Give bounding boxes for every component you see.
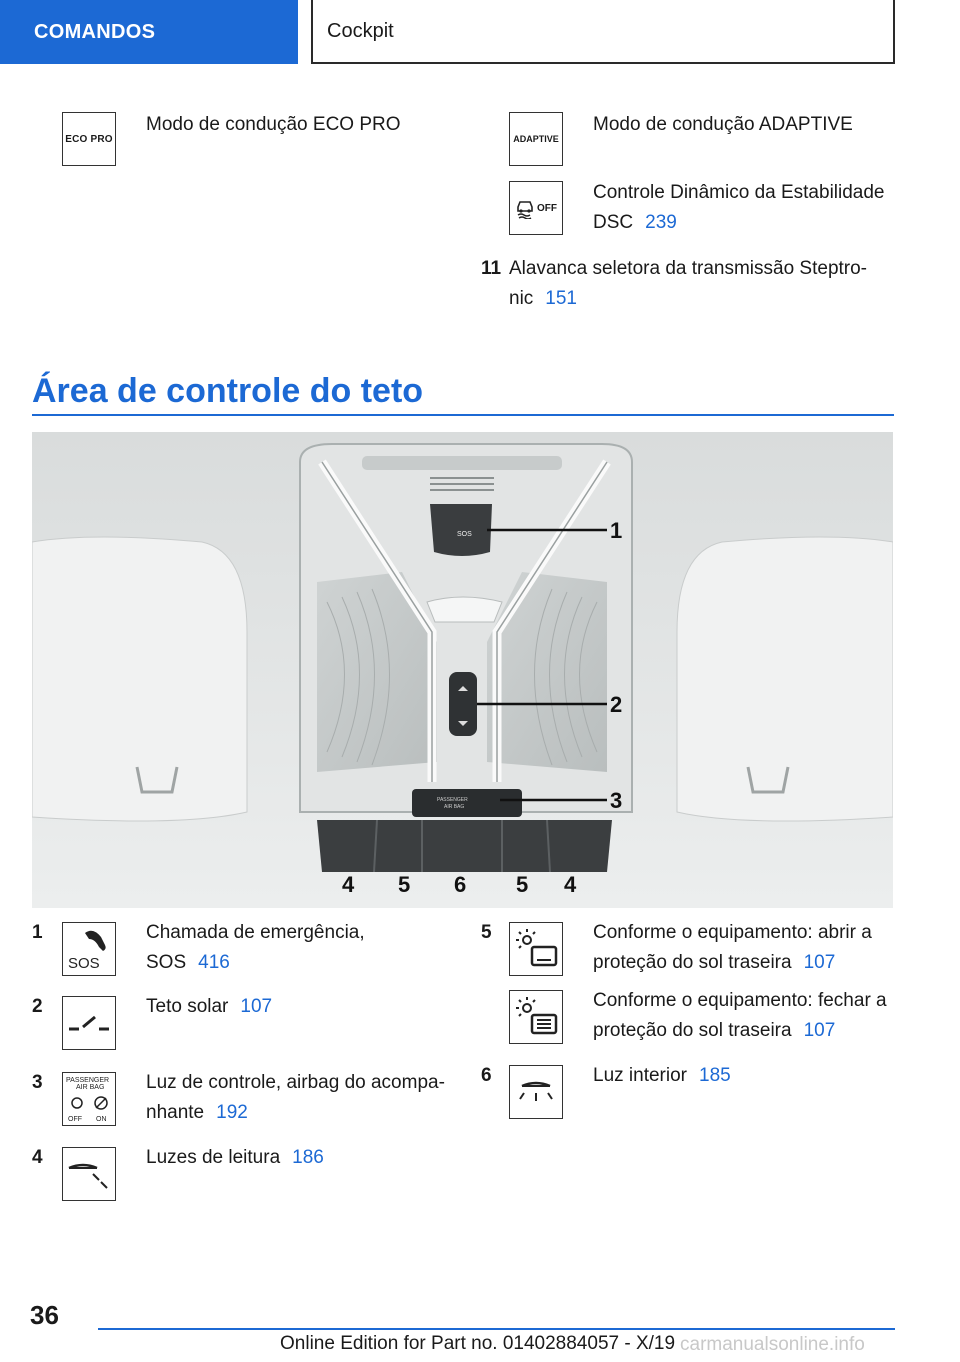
callout-2: 2 [610,692,623,717]
item-3-text: Luz de controle, airbag do acompa- nhante 192 [146,1072,445,1123]
page-number: 36 [30,1300,59,1330]
chapter-tab: COMANDOS [0,0,298,64]
item-number: 3 [32,1072,43,1093]
svg-text:PASSENGER: PASSENGER [66,1077,110,1084]
svg-text:SOS: SOS [68,955,100,972]
sunshade-close-icon [509,990,563,1044]
svg-text:AIR BAG: AIR BAG [444,804,465,810]
item-number: 1 [32,922,43,943]
footer-edition: Online Edition for Part no. 01402884057 - X/19 [280,1333,676,1354]
callout-5: 5 [398,872,411,897]
page-ref-link[interactable]: 107 [240,996,273,1017]
interior-light-icon [509,1065,563,1119]
page-ref-link[interactable]: 192 [216,1102,248,1123]
eco-pro-text: Modo de condução ECO PRO [146,114,401,135]
item-11-text: Alavanca seletora da transmissão Steptro- nic 151 [509,258,868,309]
sunshade-open-icon [509,922,563,976]
callout-4b: 4 [564,872,577,897]
item-6-text: Luz interior 185 [593,1065,731,1086]
callout-5b: 5 [516,872,529,897]
callout-3: 3 [610,788,623,813]
dsc-off-icon: OFF [509,181,563,235]
svg-text:AIR BAG: AIR BAG [76,1084,105,1091]
page-ref-link[interactable]: 416 [198,952,230,973]
item-number: 6 [481,1065,492,1086]
callout-1: 1 [610,518,623,543]
sunroof-icon [62,996,116,1050]
watermark: carmanualsonline.info [680,1334,865,1355]
passenger-airbag-icon [62,1072,116,1126]
section-divider [32,414,894,416]
svg-text:PASSENGER: PASSENGER [437,797,468,803]
roof-control-photo [32,432,893,908]
item-1-text: Chamada de emergência, SOS 416 [146,922,365,973]
sos-phone-icon [62,922,116,976]
adaptive-icon: ADAPTIVE [509,112,563,166]
page-ref-link[interactable]: 107 [803,1020,836,1041]
item-2-text: Teto solar 107 [146,996,273,1017]
page-ref-link[interactable]: 185 [699,1065,731,1086]
page-ref-link[interactable]: 186 [292,1147,324,1168]
page-ref-link[interactable]: 151 [545,288,577,309]
eco-pro-icon: ECO PRO [62,112,116,166]
footer-divider [98,1328,895,1330]
callout-6: 6 [454,872,467,897]
item-5-close-text: Conforme o equipamento: fechar a proteção do sol traseira 107 [593,990,887,1041]
dsc-text: Controle Dinâmico da Estabilidade DSC 239 [593,182,885,233]
item-number: 2 [32,996,43,1017]
reading-light-icon [62,1147,116,1201]
page-ref-link[interactable]: 107 [803,952,836,973]
section-header: Cockpit [311,0,895,64]
svg-text:ON: ON [96,1116,107,1123]
item-number: 11 [481,258,502,279]
svg-text:OFF: OFF [68,1116,82,1123]
page-ref-link[interactable]: 239 [645,212,677,233]
item-number: 5 [481,922,492,943]
item-number: 4 [32,1147,43,1168]
item-4-text: Luzes de leitura 186 [146,1147,324,1168]
callout-4: 4 [342,872,355,897]
adaptive-text: Modo de condução ADAPTIVE [593,114,853,135]
section-title: Área de controle do teto [32,372,424,410]
svg-text:SOS: SOS [457,531,472,538]
item-5-open-text: Conforme o equipamento: abrir a proteção do sol traseira 107 [593,922,872,973]
